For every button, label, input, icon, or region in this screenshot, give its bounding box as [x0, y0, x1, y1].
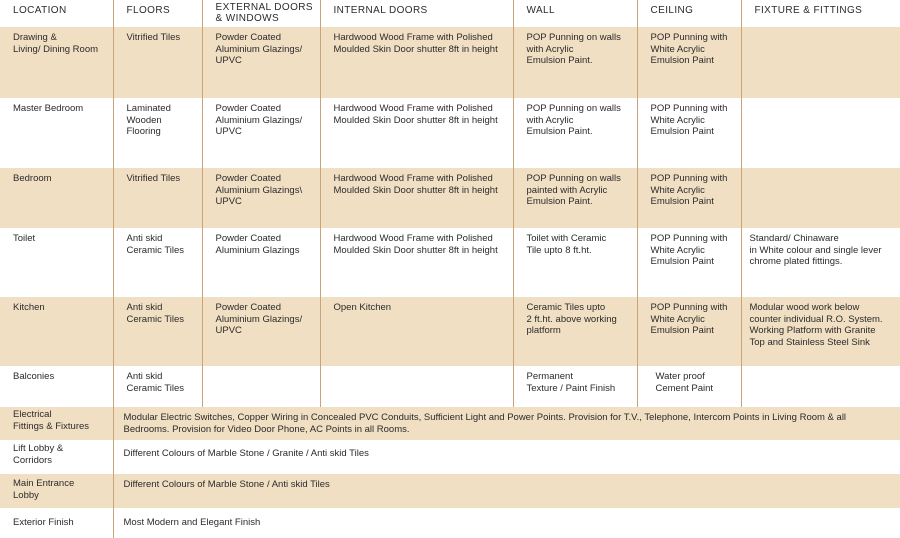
cell-wall: Permanent Texture / Paint Finish	[513, 366, 637, 407]
cell-internal: Hardwood Wood Frame with Polished Moulded Skin Door shutter 8ft in height	[320, 168, 513, 228]
cell-external: Powder Coated Aluminium Glazings	[202, 228, 320, 297]
cell-location: Main Entrance Lobby	[0, 474, 113, 508]
cell-location: Electrical Fittings & Fixtures	[0, 407, 113, 440]
table-row	[0, 27, 900, 98]
header-location: LOCATION	[0, 0, 113, 27]
cell-ceiling: POP Punning with White Acrylic Emulsion Paint	[637, 228, 741, 297]
cell-internal: Hardwood Wood Frame with Polished Moulded Skin Door shutter 8ft in height	[320, 98, 513, 168]
cell-location: Kitchen	[0, 297, 113, 366]
cell-external	[202, 366, 320, 407]
cell-ceiling: POP Punning with White Acrylic Emulsion Paint	[637, 297, 741, 366]
cell-wall: POP Punning on walls with Acrylic Emulsion Paint.	[513, 98, 637, 168]
header-floors: FLOORS	[113, 0, 202, 27]
cell-floors: Vitrified Tiles	[113, 168, 202, 228]
cell-internal: Open Kitchen	[320, 297, 513, 366]
cell-wall: POP Punning on walls painted with Acrylic Emulsion Paint.	[513, 168, 637, 228]
cell-location: Exterior Finish	[0, 508, 113, 538]
table-row	[0, 407, 900, 440]
cell-fixtures: Standard/ Chinaware in White colour and single lever chrome plated fittings.	[741, 228, 900, 297]
cell-value: Different Colours of Marble Stone / Anti skid Tiles	[113, 474, 900, 508]
cell-external: Powder Coated Aluminium Glazings/ UPVC	[202, 27, 320, 98]
table-row	[0, 508, 900, 538]
cell-location: Bedroom	[0, 168, 113, 228]
table-row	[0, 366, 900, 407]
cell-floors: Vitrified Tiles	[113, 27, 202, 98]
cell-external: Powder Coated Aluminium Glazings\ UPVC	[202, 168, 320, 228]
table-row	[0, 474, 900, 508]
header-internal-doors: INTERNAL DOORS	[320, 0, 513, 27]
cell-internal: Hardwood Wood Frame with Polished Moulded Skin Door shutter 8ft in height	[320, 27, 513, 98]
table-row	[0, 440, 900, 474]
header-ceiling: CEILING	[637, 0, 741, 27]
cell-floors: Anti skid Ceramic Tiles	[113, 366, 202, 407]
table-row	[0, 168, 900, 228]
header-fixtures-fittings: FIXTURE & FITTINGS	[741, 0, 900, 27]
table-row	[0, 297, 900, 366]
cell-wall: POP Punning on walls with Acrylic Emulsion Paint.	[513, 27, 637, 98]
cell-floors: Laminated Wooden Flooring	[113, 98, 202, 168]
cell-internal	[320, 366, 513, 407]
cell-wall: Ceramic Tiles upto 2 ft.ht. above working platform	[513, 297, 637, 366]
table-row	[0, 98, 900, 168]
cell-ceiling: Water proof Cement Paint	[637, 366, 741, 407]
cell-fixtures	[741, 27, 900, 98]
cell-fixtures: Modular wood work below counter individual R.O. System. Working Platform with Granite Top and Stainless Steel Sink	[741, 297, 900, 366]
cell-value: Modular Electric Switches, Copper Wiring in Concealed PVC Conduits, Sufficient Light and Power Points. Provision for T.V., Telephone, Intercom Points in Living Room & all Bedrooms. Provision for Video Door Phone, AC Points in all Rooms.	[113, 407, 900, 440]
cell-value: Most Modern and Elegant Finish	[113, 508, 900, 538]
cell-fixtures	[741, 168, 900, 228]
cell-floors: Anti skid Ceramic Tiles	[113, 297, 202, 366]
cell-external: Powder Coated Aluminium Glazings/ UPVC	[202, 98, 320, 168]
cell-ceiling: POP Punning with White Acrylic Emulsion Paint	[637, 98, 741, 168]
cell-location: Balconies	[0, 366, 113, 407]
table-row	[0, 228, 900, 297]
cell-ceiling: POP Punning with White Acrylic Emulsion Paint	[637, 27, 741, 98]
cell-location: Toilet	[0, 228, 113, 297]
cell-wall: Toilet with Ceramic Tile upto 8 ft.ht.	[513, 228, 637, 297]
cell-ceiling: POP Punning with White Acrylic Emulsion Paint	[637, 168, 741, 228]
cell-fixtures	[741, 366, 900, 407]
header-wall: WALL	[513, 0, 637, 27]
header-row	[0, 0, 900, 27]
cell-external: Powder Coated Aluminium Glazings/ UPVC	[202, 297, 320, 366]
cell-value: Different Colours of Marble Stone / Granite / Anti skid Tiles	[113, 440, 900, 474]
cell-location: Drawing & Living/ Dining Room	[0, 27, 113, 98]
cell-floors: Anti skid Ceramic Tiles	[113, 228, 202, 297]
header-external-doors-windows: EXTERNAL DOORS & WINDOWS	[202, 0, 320, 27]
cell-location: Lift Lobby & Corridors	[0, 440, 113, 474]
cell-location: Master Bedroom	[0, 98, 113, 168]
cell-fixtures	[741, 98, 900, 168]
cell-internal: Hardwood Wood Frame with Polished Moulded Skin Door shutter 8ft in height	[320, 228, 513, 297]
